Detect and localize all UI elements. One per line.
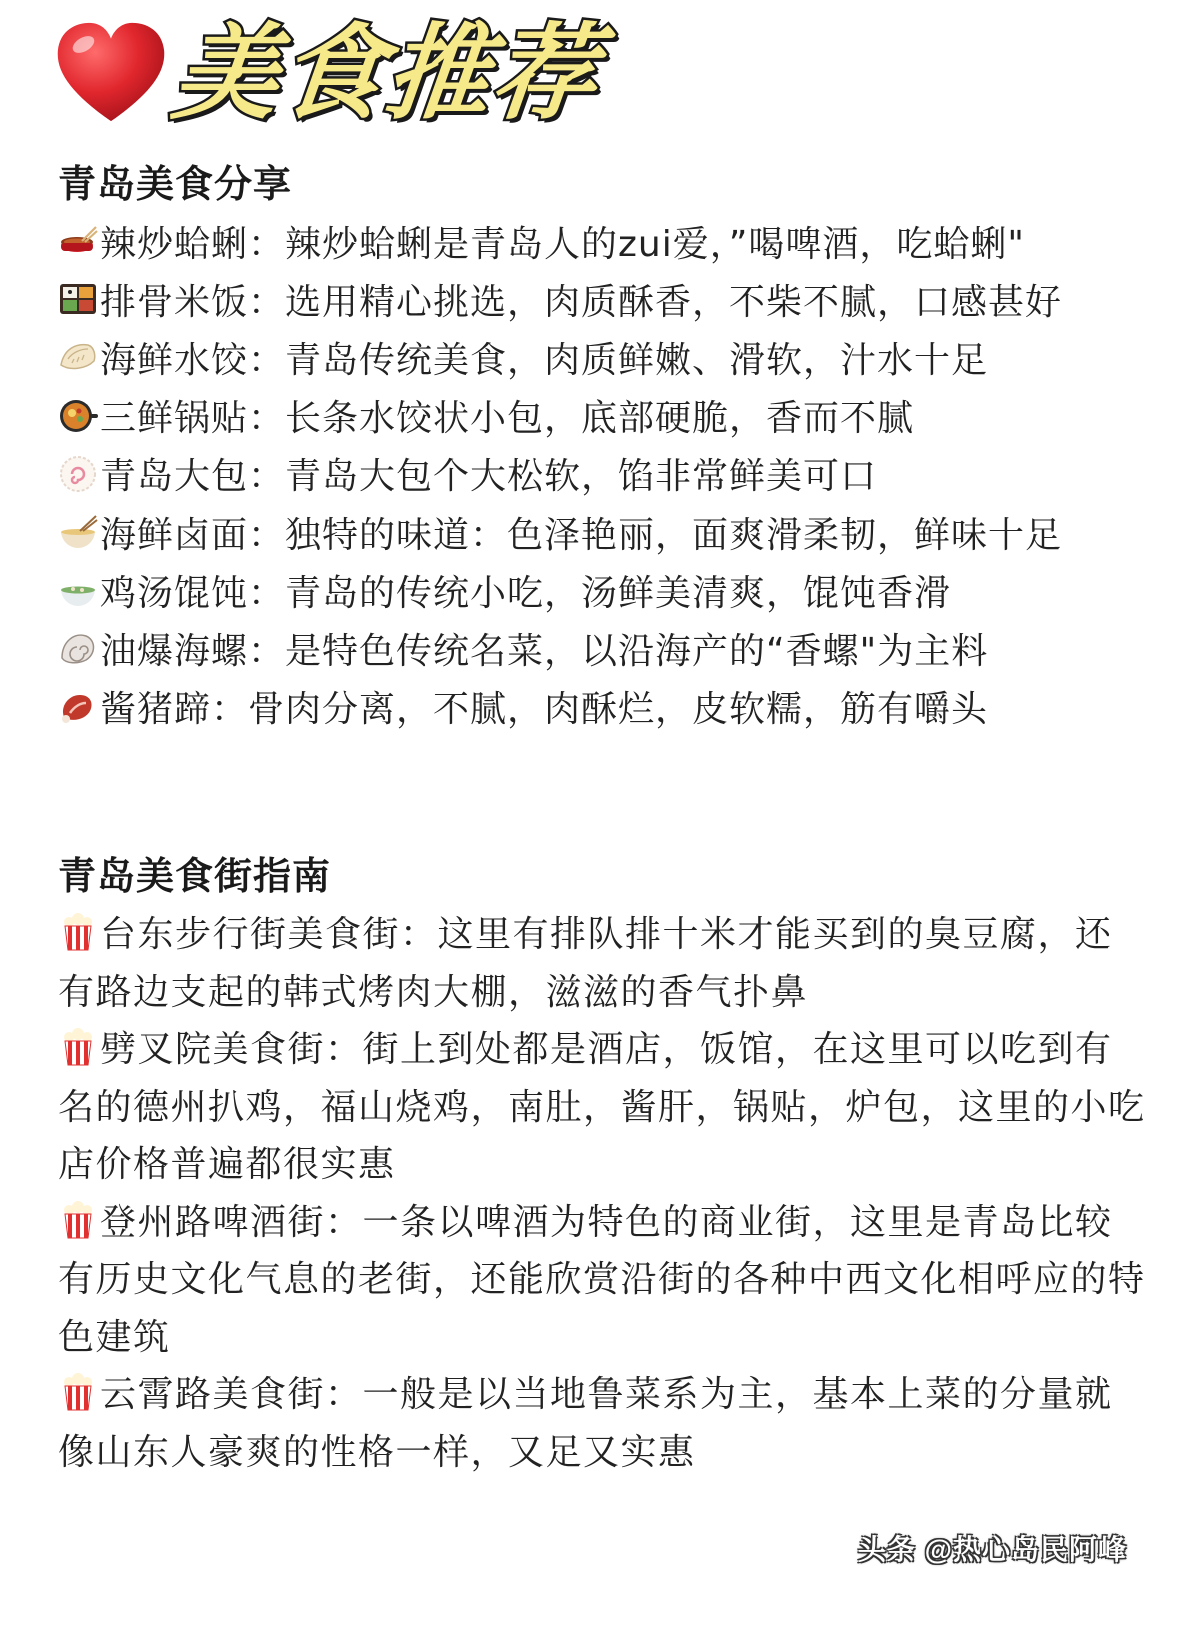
list-item (58, 212, 1168, 270)
street-item-text: 台东步行街美食街：这里有排队排十米才能买到的臭豆腐，还有路边支起的韩式烤肉大棚，滋滋的香气扑鼻 (58, 914, 1113, 1013)
food-item-text: 青岛大包：青岛大包个大松软，馅非常鲜美可口 (100, 456, 878, 498)
list-item (58, 270, 1168, 328)
street-item-text: 登州路啤酒街：一条以啤酒为特色的商业街，这里是青岛比较有历史文化气息的老街，还能欣赏沿街的各种中西文化相呼应的特色建筑 (58, 1201, 1146, 1358)
main-title: 美食推荐 (167, 12, 605, 134)
list-item (58, 1366, 1148, 1481)
list-item (58, 678, 1168, 736)
food-item-text: 酱猪蹄：骨肉分离，不腻，肉酥烂，皮软糯，筋有嚼头 (100, 689, 989, 731)
street-list (58, 906, 1148, 1481)
popcorn-icon (58, 1372, 98, 1412)
bowl-with-soup-icon (58, 570, 98, 610)
list-item (58, 503, 1168, 561)
popcorn-icon (58, 1200, 98, 1240)
food-item-text: 海鲜水饺：青岛传统美食，肉质鲜嫩、滑软，汁水十足 (100, 339, 989, 381)
food-item-text: 油爆海螺：是特色传统名菜，以沿海产的“香螺"为主料 (100, 630, 989, 672)
list-item (58, 619, 1168, 677)
list-item (58, 1021, 1148, 1194)
popcorn-icon (58, 1027, 98, 1067)
food-item-text: 三鲜锅贴：长条水饺状小包，底部硬脆，香而不腻 (100, 398, 915, 440)
street-item-text: 云霄路美食街：一般是以当地鲁菜系为主，基本上菜的分量就像山东人豪爽的性格一样，又足又实惠 (58, 1374, 1113, 1473)
food-item-text: 排骨米饭：选用精心挑选，肉质酥香，不柴不腻，口感甚好 (100, 281, 1063, 323)
street-item-text: 劈叉院美食街：街上到处都是酒店，饭馆，在这里可以吃到有名的德州扒鸡，福山烧鸡，南肚，酱肝，锅贴，炉包，这里的小吃店价格普遍都很实惠 (58, 1029, 1146, 1185)
list-item (58, 1194, 1148, 1367)
cut-of-meat-icon (58, 687, 98, 727)
list-item (58, 561, 1168, 619)
list-item (58, 387, 1168, 445)
food-item-text: 海鲜卤面：独特的味道：色泽艳丽，面爽滑柔韧，鲜味十足 (100, 514, 1063, 556)
header (52, 8, 605, 138)
list-item (58, 445, 1168, 503)
food-item-text: 鸡汤馄饨：青岛的传统小吃，汤鲜美清爽，馄饨香滑 (100, 572, 952, 614)
food-list (58, 212, 1168, 736)
popcorn-icon (58, 912, 98, 952)
fish-cake-icon (58, 454, 98, 494)
section-title-food-share: 青岛美食分享 (58, 162, 293, 206)
dumpling-icon (58, 337, 98, 377)
list-item (58, 328, 1168, 386)
hotpot-icon (58, 221, 98, 261)
shallow-pan-of-food-icon (58, 396, 98, 436)
section-title-food-street-guide: 青岛美食街指南 (58, 854, 332, 898)
red-heart-icon (52, 18, 170, 128)
steaming-bowl-icon (58, 512, 98, 552)
watermark: 头条 @热心岛民阿峰 (857, 1534, 1127, 1565)
list-item (58, 906, 1148, 1021)
bento-box-icon (58, 279, 98, 319)
food-item-text: 辣炒蛤蜊：辣炒蛤蜊是青岛人的zui爱，”喝啤酒，吃蛤蜊" (100, 223, 1025, 265)
spiral-shell-icon (58, 628, 98, 668)
